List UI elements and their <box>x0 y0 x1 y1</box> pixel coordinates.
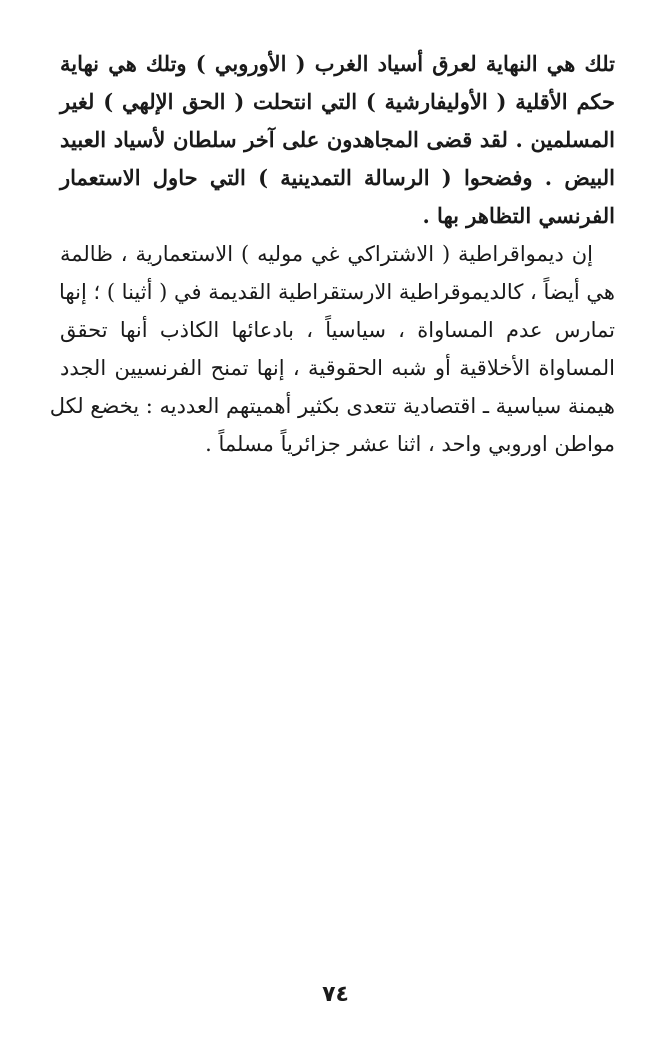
text-line: البيض . وفضحوا ( الرسالة التمدينية ) التي حاول الاستعمار <box>60 165 615 190</box>
text-line: هيمنة سياسية ـ اقتصادية تتعدى بكثير أهميتهم العدديه : يخضع لكل <box>49 394 615 418</box>
text-line: الفرنسي التظاهر بها . <box>422 203 615 228</box>
paragraph-1 <box>60 45 615 235</box>
paragraph-2 <box>49 235 615 463</box>
text-line: هي أيضاً ، كالديموقراطية الارستقراطية القديمة في ( أثينا ) ؛ إنها <box>59 280 615 304</box>
text-line: تمارس عدم المساواة ، سياسياً ، بادعائها الكاذب أنها تحقق <box>60 318 615 342</box>
body-text <box>49 45 615 463</box>
text-line: المساواة الأخلاقية أو شبه الحقوقية ، إنها تمنح الفرنسيين الجدد <box>60 356 615 380</box>
text-line: المسلمين . لقد قضى المجاهدون على آخر سلطان لأسياد العبيد <box>60 127 615 152</box>
text-line: مواطن اوروبي واحد ، اثنا عشر جزائرياً مسلماً . <box>205 432 615 456</box>
page-number: ٧٤ <box>322 982 349 1007</box>
text-line: حكم الأقلية ( الأوليفارشية ) التي انتحلت ( الحق الإلهي ) لغير <box>60 89 615 114</box>
text-line: تلك هي النهاية لعرق أسياد الغرب ( الأوروبي ) وتلك هي نهاية <box>60 51 615 76</box>
text-line: إن ديمواقراطية ( الاشتراكي غي موليه ) الاستعمارية ، ظالمة <box>60 242 593 266</box>
